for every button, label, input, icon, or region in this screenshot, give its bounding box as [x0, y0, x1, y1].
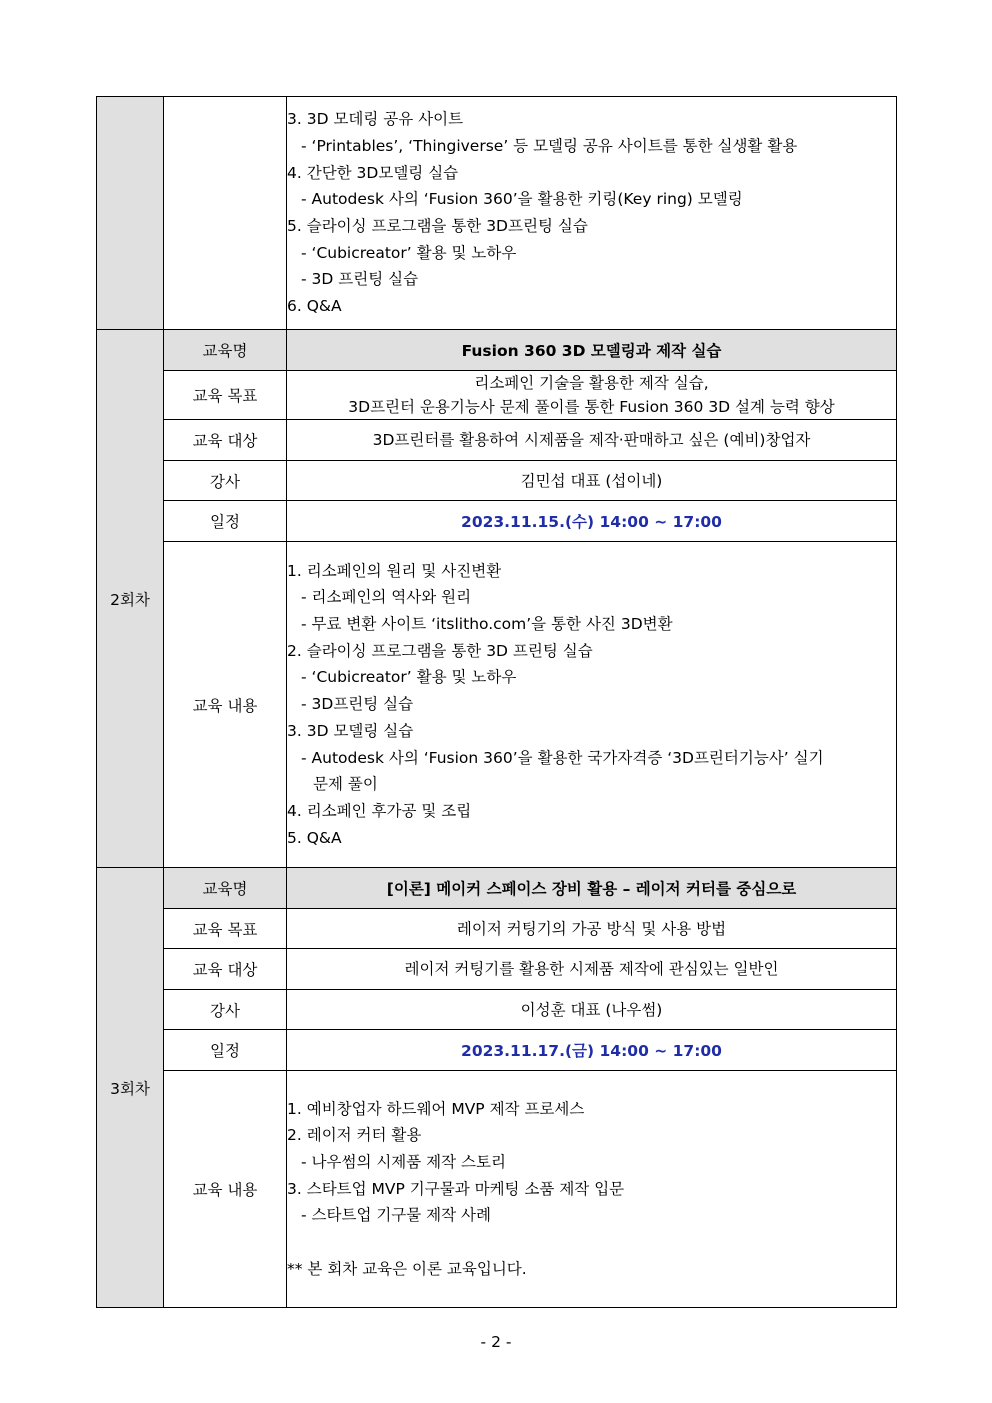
- session3-title-row: [97, 868, 897, 909]
- content-line: 4. 리소페인 후가공 및 조립: [287, 801, 472, 820]
- education-schedule-table: [96, 96, 897, 1308]
- session2-schedule-row: [97, 501, 897, 542]
- content-line: 2. 레이저 커터 활용: [287, 1126, 422, 1145]
- session2-title: Fusion 360 3D 모델링과 제작 실습: [287, 330, 897, 371]
- content-line: - ‘Cubicreator’ 활용 및 노하우: [301, 668, 517, 687]
- session2-instructor-label: 강사: [164, 461, 287, 501]
- session3-schedule: 2023.11.17.(금) 14:00 ~ 17:00: [287, 1030, 897, 1071]
- session3-instructor-label: 강사: [164, 990, 287, 1030]
- session3-title: [이론] 메이커 스페이스 장비 활용 – 레이저 커터를 중심으로: [287, 868, 897, 909]
- session3-content-row: [97, 1071, 897, 1308]
- session2-title-row: [97, 330, 897, 371]
- content-line: - 리소페인의 역사와 원리: [301, 588, 472, 607]
- blank-line: [287, 1229, 896, 1256]
- goal-line: 리소페인 기술을 활용한 제작 실습,: [474, 374, 709, 392]
- content-line: 3. 3D 모데링 공유 사이트: [287, 110, 464, 129]
- content-line: 1. 리소페인의 원리 및 사진변환: [287, 561, 502, 580]
- content-line: - Autodesk 사의 ‘Fusion 360’을 활용한 국가자격증 ‘3D프린터기능사’ 실기: [301, 748, 824, 767]
- session3-target: 레이저 커팅기를 활용한 시제품 제작에 관심있는 일반인: [287, 949, 897, 990]
- content-line: - Autodesk 사의 ‘Fusion 360’을 활용한 키링(Key ring) 모델링: [301, 190, 743, 209]
- session3-content-label: 교육 내용: [164, 1071, 287, 1308]
- content-line: - ‘Printables’, ‘Thingiverse’ 등 모델링 공유 사이트를 통한 실생활 활용: [301, 136, 798, 155]
- content-line: 5. Q&A: [287, 828, 342, 847]
- goal-line: 3D프린터 운용기능사 문제 풀이를 통한 Fusion 360 3D 설계 능력 향상: [348, 398, 835, 416]
- content-line: - 3D프린팅 실습: [301, 695, 414, 714]
- content-line: 3. 3D 모델링 실습: [287, 721, 414, 740]
- session2-content: [287, 542, 897, 868]
- session3-instructor-row: [97, 990, 897, 1030]
- session2-title-label: 교육명: [164, 330, 287, 371]
- content-line: 6. Q&A: [287, 297, 342, 316]
- content-line: ** 본 회차 교육은 이론 교육입니다.: [287, 1259, 527, 1278]
- content-line: 5. 슬라이싱 프로그램을 통한 3D프린팅 실습: [287, 217, 588, 235]
- session2-goal: [287, 371, 897, 420]
- session1-content: [287, 97, 897, 330]
- session2-schedule: 2023.11.15.(수) 14:00 ~ 17:00: [287, 501, 897, 542]
- session2-schedule-label: 일정: [164, 501, 287, 542]
- page-number: - 2 -: [480, 1333, 512, 1351]
- content-line: 4. 간단한 3D모델링 실습: [287, 163, 459, 182]
- content-line: 3. 스타트업 MVP 기구물과 마케팅 소품 제작 입문: [287, 1179, 625, 1198]
- session2-target-label: 교육 대상: [164, 420, 287, 461]
- content-line: - 3D 프린팅 실습: [301, 270, 419, 289]
- session3-target-label: 교육 대상: [164, 949, 287, 990]
- session2-goal-label: 교육 목표: [164, 371, 287, 420]
- session3-target-row: [97, 949, 897, 990]
- session3-title-label: 교육명: [164, 868, 287, 909]
- session2-label: 2회차: [97, 330, 164, 868]
- session1-cell: [97, 97, 164, 330]
- session2-instructor: 김민섭 대표 (섭이네): [287, 461, 897, 501]
- session1-content-row: [97, 97, 897, 330]
- session2-target: 3D프린터를 활용하여 시제품을 제작·판매하고 싶은 (예비)창업자: [287, 420, 897, 461]
- session3-label: 3회차: [97, 868, 164, 1308]
- session2-content-row: [97, 542, 897, 868]
- session2-goal-row: [97, 371, 897, 420]
- content-line: 2. 슬라이싱 프로그램을 통한 3D 프린팅 실습: [287, 641, 593, 660]
- content-line: - 나우썸의 시제품 제작 스토리: [301, 1152, 506, 1171]
- session3-goal: 레이저 커팅기의 가공 방식 및 사용 방법: [287, 909, 897, 949]
- session2-target-row: [97, 420, 897, 461]
- session2-instructor-row: [97, 461, 897, 501]
- session3-goal-row: [97, 909, 897, 949]
- session3-schedule-label: 일정: [164, 1030, 287, 1071]
- session3-content: [287, 1071, 897, 1308]
- session1-label-cell: [164, 97, 287, 330]
- session3-instructor: 이성훈 대표 (나우썸): [287, 990, 897, 1030]
- session3-schedule-row: [97, 1030, 897, 1071]
- content-line: - 무료 변환 사이트 ‘itslitho.com’을 통한 사진 3D변환: [301, 615, 673, 634]
- content-line: - 스타트업 기구물 제작 사례: [301, 1206, 492, 1225]
- content-line: 1. 예비창업자 하드웨어 MVP 제작 프로세스: [287, 1099, 585, 1118]
- session3-goal-label: 교육 목표: [164, 909, 287, 949]
- content-line: - ‘Cubicreator’ 활용 및 노하우: [301, 243, 517, 262]
- session2-content-label: 교육 내용: [164, 542, 287, 868]
- content-line: 문제 풀이: [313, 775, 378, 794]
